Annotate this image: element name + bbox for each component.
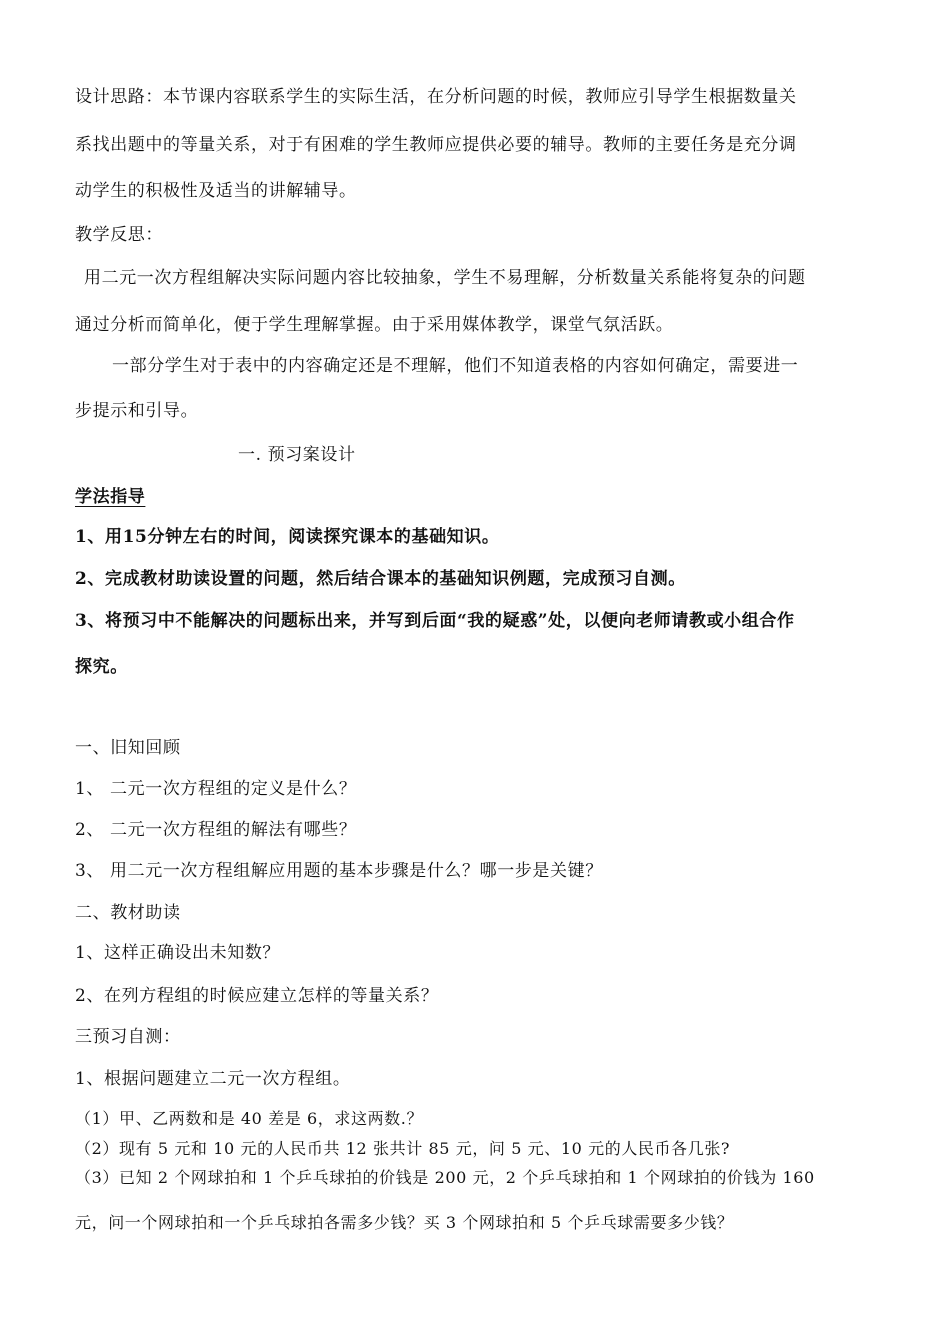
- guide-item-3: 3、将预习中不能解决的问题标出来，并写到后面“我的疑惑”处，以便向老师请教或小组合作: [75, 611, 795, 631]
- selftest-task: 1、根据问题建立二元一次方程组。: [75, 1069, 351, 1089]
- design-line-1: 设计思路：本节课内容联系学生的实际生活，在分析问题的时候，教师应引导学生根据数量关: [75, 87, 797, 107]
- guide-item-2: 2、完成教材助读设置的问题，然后结合课本的基础知识例题，完成预习自测。: [75, 569, 686, 589]
- design-line-3: 动学生的积极性及适当的讲解辅导。: [75, 181, 357, 201]
- design-line-2: 系找出题中的等量关系，对于有困难的学生教师应提供必要的辅导。教师的主要任务是充分调: [75, 135, 797, 155]
- selftest-heading: 三预习自测：: [75, 1027, 181, 1047]
- selftest-problem-2: （2）现有 5 元和 10 元的人民币共 12 张共计 85 元，问 5 元、10 元的人民币各几张?: [75, 1139, 731, 1158]
- selftest-problem-3-cont: 元，问一个网球拍和一个乒乓球拍各需多少钱？买 3 个网球拍和 5 个乒乓球需要多少钱？: [75, 1213, 734, 1232]
- reflection-title: 教学反思：: [75, 225, 163, 245]
- reading-heading: 二、教材助读: [75, 903, 181, 923]
- review-heading: 一、旧知回顾: [75, 738, 181, 758]
- guide-item-1: 1、用15分钟左右的时间，阅读探究课本的基础知识。: [75, 527, 500, 547]
- guide-item-3-cont: 探究。: [75, 657, 128, 677]
- reading-q1: 1、这样正确设出未知数？: [75, 943, 281, 963]
- section-title: 一. 预习案设计: [238, 445, 356, 465]
- review-q2: 2、 二元一次方程组的解法有哪些？: [75, 820, 357, 840]
- guide-heading: 学法指导: [75, 487, 146, 507]
- review-q3: 3、 用二元一次方程组解应用题的基本步骤是什么？哪一步是关键？: [75, 861, 603, 881]
- reading-q2: 2、在列方程组的时候应建立怎样的等量关系？: [75, 986, 439, 1006]
- reflection-line-3: 一部分学生对于表中的内容确定还是不理解，他们不知道表格的内容如何确定，需要进一: [112, 356, 799, 376]
- review-q1: 1、 二元一次方程组的定义是什么？: [75, 779, 357, 799]
- reflection-line-4: 步提示和引导。: [75, 401, 199, 421]
- selftest-problem-3: （3）已知 2 个网球拍和 1 个乒乓球拍的价钱是 200 元，2 个乒乓球拍和 1 个网球拍的价钱为 160: [75, 1168, 815, 1187]
- selftest-problem-1: （1）甲、乙两数和是 40 差是 6，求这两数.？: [75, 1109, 424, 1128]
- reflection-line-2: 通过分析而简单化，便于学生理解掌握。由于采用媒体教学，课堂气氛活跃。: [75, 315, 674, 335]
- reflection-line-1: 用二元一次方程组解决实际问题内容比较抽象，学生不易理解，分析数量关系能将复杂的问题: [84, 268, 806, 288]
